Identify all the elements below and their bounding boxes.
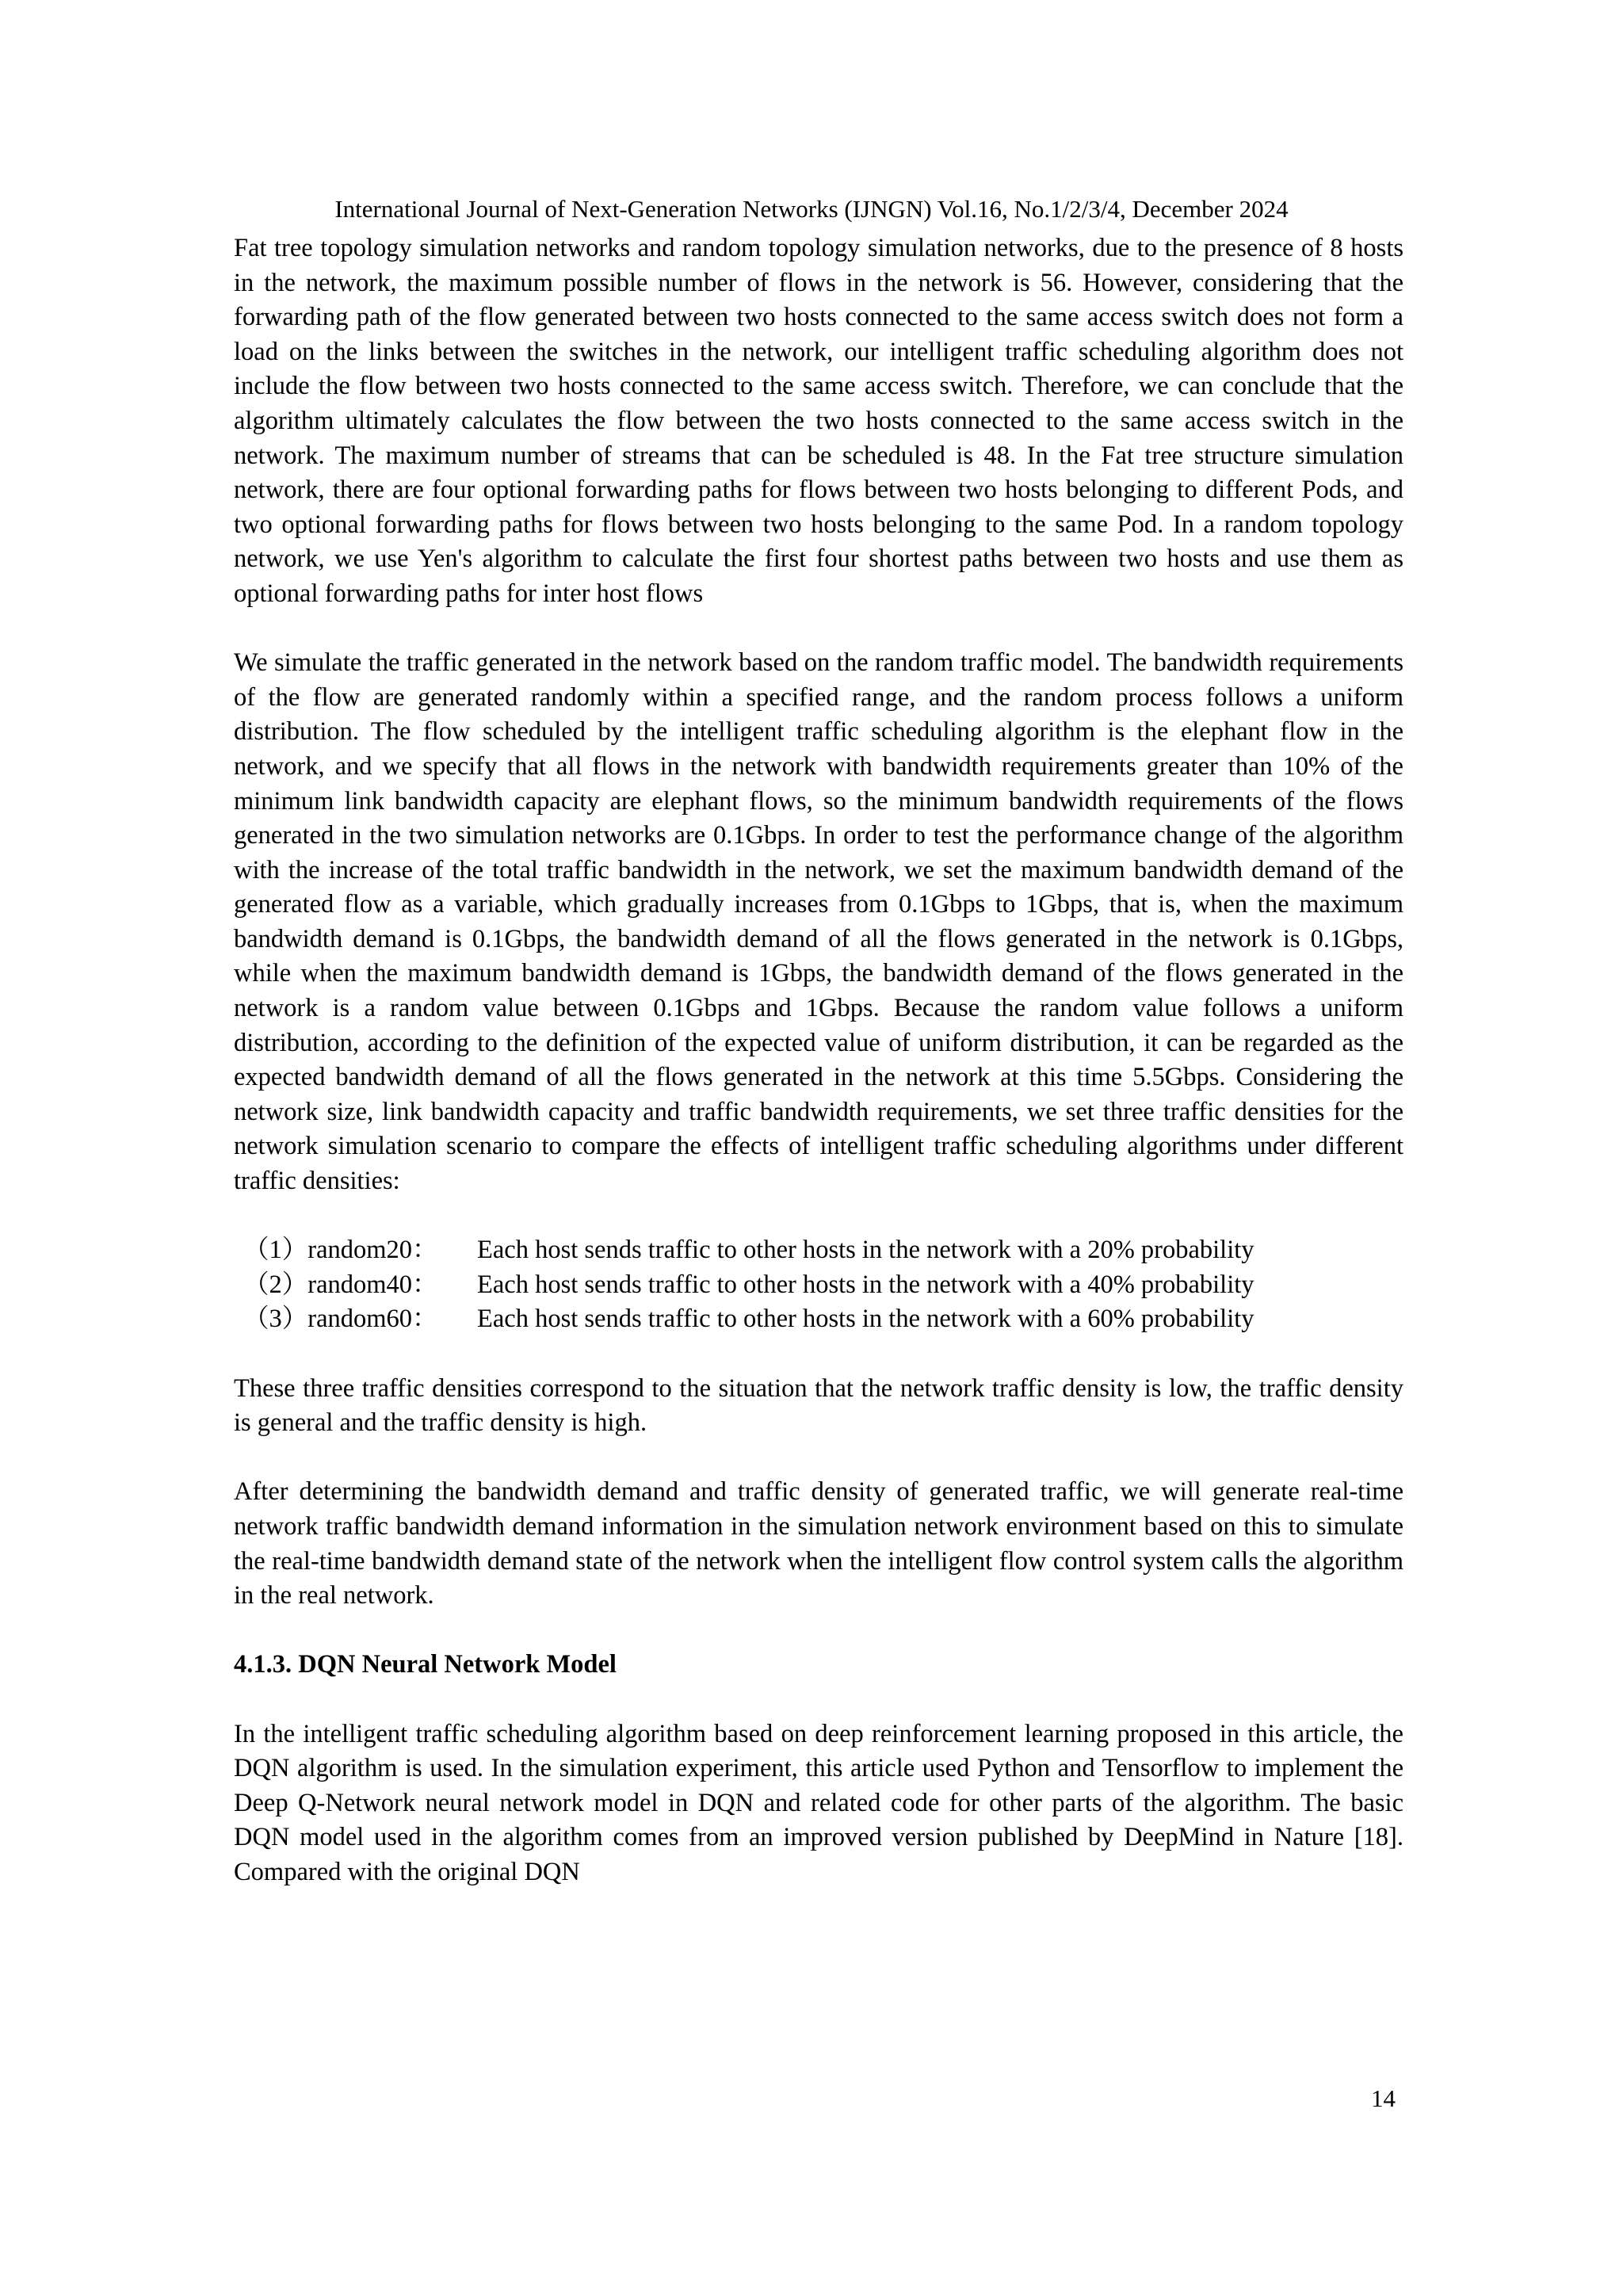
paragraph-density-summary: These three traffic densities correspond to the situation that the network traffic density is low, the traffic density is general and the traffic density is high. (234, 1373, 1403, 1438)
list-item (234, 1268, 1403, 1303)
page-number: 14 (1371, 2084, 1396, 2112)
list-item (234, 1302, 1403, 1337)
paragraph-traffic-model: We simulate the traffic generated in the network based on the random traffic model. The bandwidth requirements of the flow are generated randomly within a specified range, and the random process follows a uniform distribution. The flow scheduled by the intelligent traffic scheduling algorithm is the elephant flow in the network, and we specify that all flows in the network with bandwidth requirements greater than 10% of the minimum link bandwidth capacity are elephant flows, so the minimum bandwidth requirements of the flows generated in the two simulation networks are 0.1Gbps. In order to test the performance change of the algorithm with the increase of the total traffic bandwidth in the network, we set the maximum bandwidth demand of the generated flow as a variable, which gradually increases from 0.1Gbps to 1Gbps, that is, when the maximum bandwidth demand is 0.1Gbps, the bandwidth demand of all the flows generated in the network is 0.1Gbps, while when the maximum bandwidth demand is 1Gbps, the bandwidth demand of the flows generated in the network is a random value between 0.1Gbps and 1Gbps. Because the random value follows a uniform distribution, according to the definition of the expected value of uniform distribution, it can be regarded as the expected bandwidth demand of all the flows generated in the network at this time 5.5Gbps. Considering the network size, link bandwidth capacity and traffic bandwidth requirements, we set three traffic densities for the network simulation scenario to compare the effects of intelligent traffic scheduling algorithms under different traffic densities: (234, 648, 1403, 1196)
section-heading: 4.1.3. DQN Neural Network Model (234, 1650, 617, 1679)
paragraph-fat-tree: Fat tree topology simulation networks and random topology simulation networks, due to the presence of 8 hosts in the network, the maximum possible number of flows in the network is 56. However, considering that the forwarding path of the flow generated between two hosts connected to the same access switch does not form a load on the links between the switches in the network, our intelligent traffic scheduling algorithm does not include the flow between two hosts connected to the same access switch. Therefore, we can conclude that the algorithm ultimately calculates the flow between the two hosts connected to the same access switch in the network. The maximum number of streams that can be scheduled is 48. In the Fat tree structure simulation network, there are four optional forwarding paths for flows between two hosts belonging to different Pods, and two optional forwarding paths for flows between two hosts belonging to the same Pod. In a random topology network, we use Yen's algorithm to calculate the first four shortest paths between two hosts and use them as optional forwarding paths for inter host flows (234, 234, 1403, 608)
paragraph-real-time-demand: After determining the bandwidth demand and traffic density of generated traffic, we will generate real-time network traffic bandwidth demand information in the simulation network environment based on this to simulate the real-time bandwidth demand state of the network when the intelligent flow control system calls the algorithm in the real network. (234, 1477, 1403, 1610)
journal-header: International Journal of Next-Generation Networks (IJNGN) Vol.16, No.1/2/3/4, December 2024 (334, 195, 1289, 223)
list-item-label: （3）random60： (243, 1305, 438, 1334)
body-text (234, 231, 1403, 1890)
list-item-text: Each host sends traffic to other hosts in the network with a 40% probability (477, 1270, 1254, 1299)
list-item-text: Each host sends traffic to other hosts in the network with a 20% probability (477, 1236, 1254, 1265)
list-item-text: Each host sends traffic to other hosts in the network with a 60% probability (477, 1305, 1254, 1334)
paragraph-dqn-model: In the intelligent traffic scheduling algorithm based on deep reinforcement learning proposed in this article, the DQN algorithm is used. In the simulation experiment, this article used Python and Tensorflow to implement the Deep Q-Network neural network model in DQN and related code for other parts of the algorithm. The basic DQN model used in the algorithm comes from an improved version published by DeepMind in Nature [18]. Compared with the original DQN (234, 1719, 1403, 1886)
list-item (234, 1233, 1403, 1268)
list-item-label: （2）random40： (243, 1270, 438, 1299)
list-item-label: （1）random20： (243, 1236, 438, 1265)
traffic-density-list (234, 1233, 1403, 1337)
